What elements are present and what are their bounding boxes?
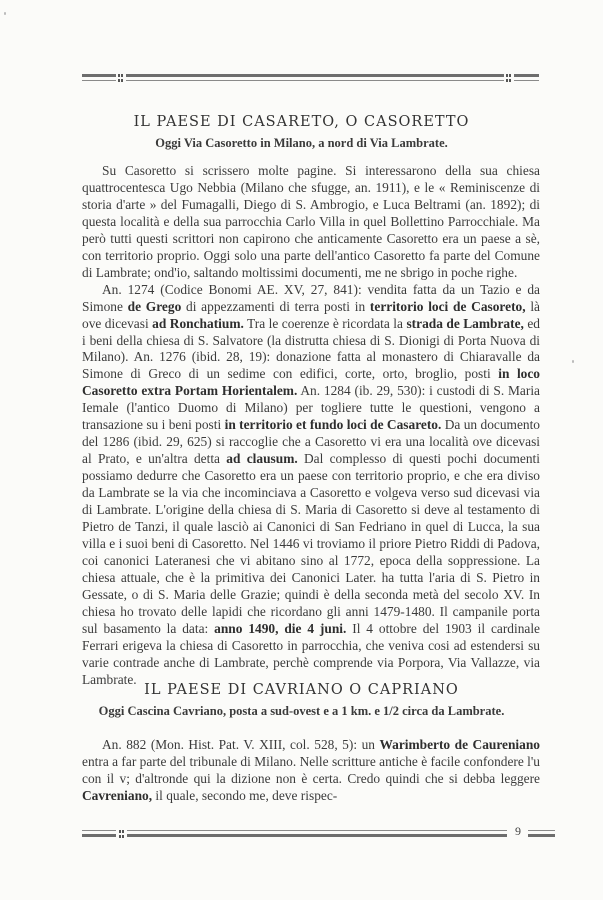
- ornament-dots-icon: [118, 74, 123, 82]
- paragraph: An. 1274 (Codice Bonomi AE. XV, 27, 841): vendita fatta da un Tazio e da Simone de Grego di appezzamenti di terra posti in territorio loci de Casoreto, là ove dicevasi ad Ronchatium. Tra le coerenze è ricordata la strada de Lambrate, ed i beni della chiesa di S. Salvatore (la distrutta chiesa di S. Dionigi di Porta Nuova di Milano). An. 1276 (ibid. 28, 19): donazione fatta al monastero di Chiaravalle da Simone di Greco di un sedime con edifici, corte, orto, broglio, posti in loco Casoretto extra Portam Horientalem. An. 1284 (ib. 29, 530): i custodi di S. Maria Iemale (l'antico Duomo di Milano) per togliere tutte le questioni, vengono a transazione su i beni posti in territorio et fundo loci de Casareto. Da un documento del 1286 (ibid. 29, 625) si raccoglie che a Casoretto vi era una località ove dicevasi al Prato, e un'altra detta ad clausum. Dal complesso di questi pochi documenti possiamo dedurre che Casoretto era un paese con territorio proprio, e che era diviso da Lambrate se la via che incominciava a Casoretto e volgeva verso sud dicevasi via di Lambrate. L'origine della chiesa di S. Maria di Casoretto si deve al testamento di Pietro de Tanzi, il quale lasciò ai Canonici di San Fedriano in quel di Lucca, la sua villa e i suoi beni di Casoretto. Nel 1446 vi troviamo il priore Pietro Riddi di Padova, coi canonici Lateranesi che vi abitano sino al 1772, epoca della soppressione. La chiesa attuale, che è la primitiva dei Canonici Later. ha tutta l'aria di S. Pietro in Gessate, o di S. Maria delle Grazie; quindi è della seconda metà del secolo XV. In chiesa ho trovato delle lapidi che ricordano gli anni 1479-1480. Il campanile porta sul basamento la data: anno 1490, die 4 juni. Il 4 ottobre del 1903 il cardinale Ferrari erigeva la chiesa di Casoretto in parrocchia, che veniva cosi ad estendersi su varie contrade anche di Lambrate, perchè comprende via Porpora, Via Vallazze, via Lambrate.: [82, 281, 541, 687]
- bold-citation: Cavreniano,: [82, 787, 153, 803]
- section-title-cavriano: IL PAESE DI CAVRIANO O CAPRIANO: [144, 682, 459, 698]
- footer-ornament-rule: [82, 824, 539, 838]
- paper-speck: [4, 12, 6, 15]
- section-body-casareto: [82, 163, 540, 689]
- paper-speck: [572, 360, 574, 363]
- bold-citation: in loco Casoretto extra Portam Horientalem.: [82, 366, 540, 399]
- paragraph: Su Casoretto si scrissero molte pagine. Si interessarono della sua chiesa quattrocentesca Ugo Nebbia (Milano che sfugge, an. 1911), e le « Reminiscenze di storia d'arte » del Fumagalli, Diego di S. Ambrogio, e Luca Beltrami (an. 1892); di questa località e della sua parrocchia Carlo Villa in quel Bollettino Parrocchiale. Ma però tutti questi scrittori non capirono che anticamente Casoretto era un paese a sè, con territorio proprio. Oggi solo una parte dell'antico Casoretto fa parte del Comune di Lambrate; ond'io, saltando moltissimi documenti, me ne sbrigo in poche righe.: [82, 163, 540, 280]
- bold-citation: ad Ronchatium.: [152, 315, 244, 331]
- section-subtitle-cavriano: Oggi Cascina Cavriano, posta a sud-ovest e a 1 km. e 1/2 circa da Lambrate.: [98, 704, 505, 718]
- bold-citation: de Grego: [127, 298, 182, 314]
- bold-citation: anno 1490, die 4 juni.: [214, 620, 347, 636]
- header-ornament-rule: [82, 74, 539, 82]
- bold-citation: Warimberto de Caureniano: [379, 737, 540, 752]
- ornament-dots-icon: [119, 830, 124, 838]
- section-subtitle-casareto: Oggi Via Casoretto in Milano, a nord di Via Lambrate.: [155, 136, 448, 150]
- bold-citation: ad clausum.: [226, 451, 298, 467]
- bold-citation: territorio loci de Casoreto,: [369, 298, 526, 314]
- bold-citation: strada de Lambrate,: [406, 315, 524, 331]
- ornament-dots-icon: [506, 74, 511, 82]
- paragraph: An. 882 (Mon. Hist. Pat. V. XIII, col. 528, 5): un Warimberto de Caureniano entra a far parte del tribunale di Milano. Nelle scritture antiche è facile confondere l'u con il v; d'altronde qui la dizione non è certa. Credo quindi che si debba leggere Cavreniano, il quale, secondo me, deve rispec-: [82, 737, 540, 803]
- page-number: 9: [515, 824, 521, 838]
- section-title-casareto: IL PAESE DI CASARETO, O CASORETTO: [133, 114, 470, 130]
- bold-citation: in territorio et fundo loci de Casareto.: [224, 417, 442, 433]
- section-body-cavriano: [82, 737, 540, 805]
